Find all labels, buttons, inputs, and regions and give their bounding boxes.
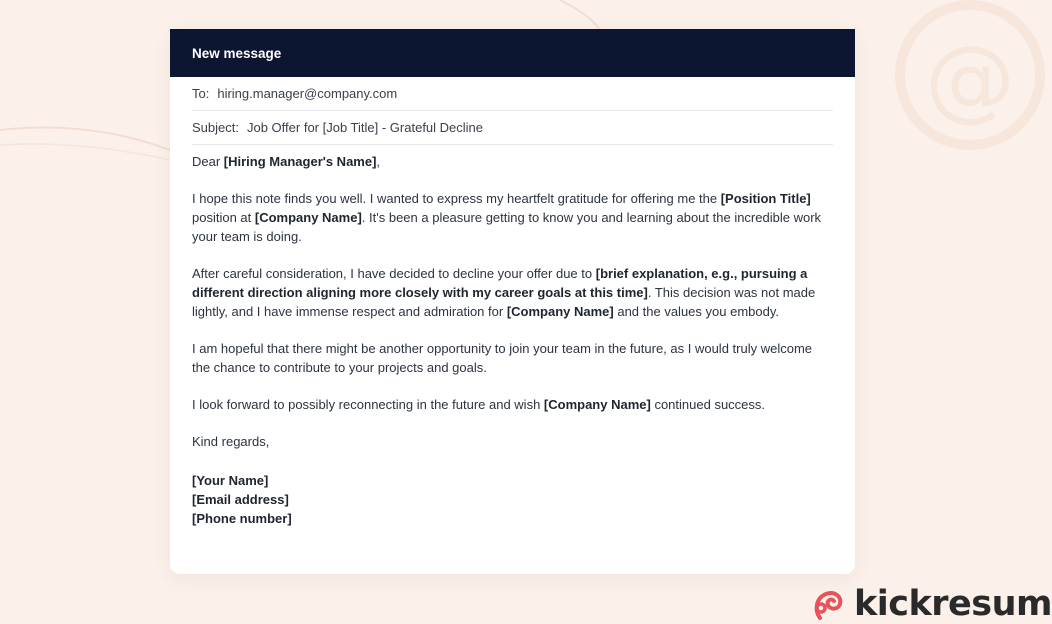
paragraph-1: I hope this note finds you well. I wanted to express my heartfelt gratitude for offering me the [Position Title] position at [Company Name]. It's been a pleasure getting to know you and learning about the incredible work your team is doing. <box>192 191 822 244</box>
message-body[interactable] <box>192 145 833 528</box>
company-name-placeholder: [Company Name] <box>254 210 362 225</box>
signature-phone: [Phone number] <box>192 511 292 526</box>
company-name-placeholder: [Company Name] <box>543 397 651 412</box>
to-field[interactable] <box>192 77 833 111</box>
compose-window <box>170 29 855 574</box>
company-name-placeholder: [Company Name] <box>506 304 614 319</box>
signature-email: [Email address] <box>192 492 289 507</box>
paragraph-4: I look forward to possibly reconnecting in the future and wish [Company Name] continued success. <box>192 397 766 412</box>
compose-content <box>170 77 855 528</box>
kickresume-logo-icon <box>812 588 846 620</box>
position-title-placeholder: [Position Title] <box>720 191 811 206</box>
window-title: New message <box>192 45 282 61</box>
hiring-manager-placeholder: [Hiring Manager's Name] <box>223 154 377 169</box>
signature-name: [Your Name] <box>192 473 269 488</box>
brand-name: kickresum <box>854 584 1052 624</box>
paragraph-2: After careful consideration, I have decided to decline your offer due to [brief explanation, e.g., pursuing a different direction aligning more closely with my career goals at this time]. This decision was not made lightly, and I have immense respect and admiration for [Company Name] and the values you embody. <box>192 266 816 319</box>
brand-watermark <box>812 584 1052 624</box>
subject-value[interactable]: Job Offer for [Job Title] - Grateful Decline <box>246 120 484 135</box>
greeting: Dear [Hiring Manager's Name], <box>192 154 381 169</box>
svg-text:@: @ <box>925 27 1015 132</box>
to-value[interactable]: hiring.manager@company.com <box>217 86 398 101</box>
compose-header <box>170 29 855 77</box>
paragraph-3: I am hopeful that there might be another opportunity to join your team in the future, as I would truly welcome the chance to contribute to your projects and goals. <box>192 341 813 375</box>
signature-block <box>192 471 833 528</box>
to-label: To: <box>192 86 210 101</box>
closing: Kind regards, <box>192 434 270 449</box>
explanation-placeholder: [brief explanation, e.g., pursuing a different direction aligning more closely with my career goals at this time] <box>192 266 808 300</box>
subject-field[interactable] <box>192 111 833 145</box>
subject-label: Subject: <box>192 120 239 135</box>
